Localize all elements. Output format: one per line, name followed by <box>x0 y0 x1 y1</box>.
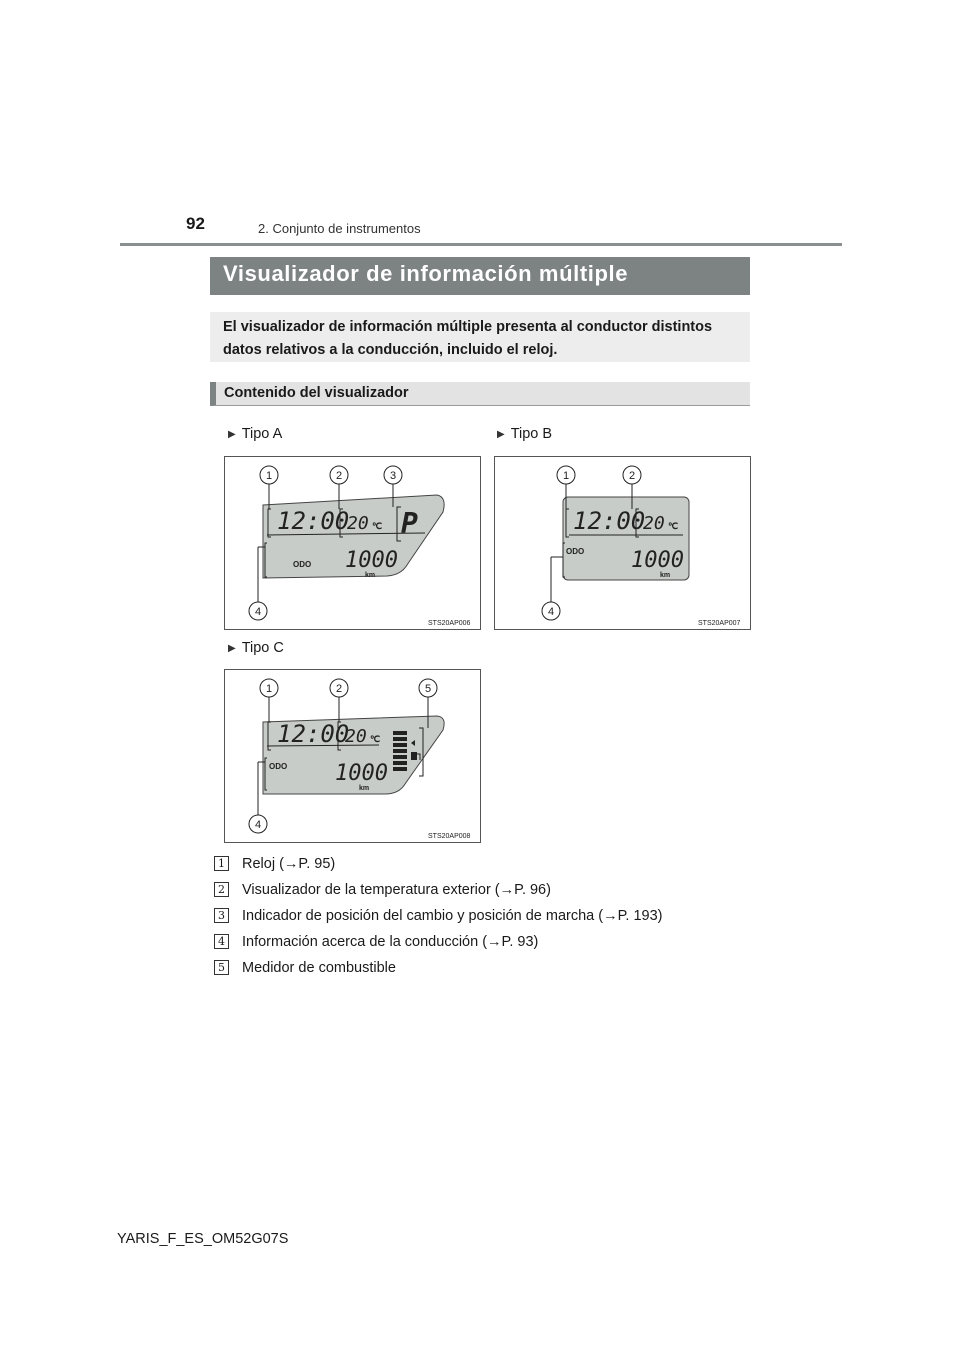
svg-text:4: 4 <box>547 606 555 618</box>
clock-display: 12:00 <box>277 507 350 535</box>
callout-5 <box>419 679 437 697</box>
svg-text:2: 2 <box>628 470 636 482</box>
odometer-value: 1000 <box>631 548 684 573</box>
list-item <box>214 908 662 930</box>
intro-box <box>210 312 750 362</box>
callout-1 <box>557 466 575 484</box>
callout-1 <box>260 679 278 697</box>
figure-code: STS20AP007 <box>698 620 741 627</box>
svg-text:2: 2 <box>335 470 343 482</box>
temperature-unit: ℃ <box>370 734 381 744</box>
fuel-gauge-bars <box>393 731 407 771</box>
list-item <box>214 882 551 904</box>
svg-text:1: 1 <box>265 683 273 695</box>
list-number: 1 <box>214 856 229 871</box>
right-triangle-icon: ▶ <box>497 429 505 440</box>
odo-label: ODO <box>269 762 288 771</box>
list-item-text: Medidor de combustible <box>242 960 396 976</box>
list-number: 5 <box>214 960 229 975</box>
odometer-unit: km <box>660 572 671 579</box>
svg-text:3: 3 <box>389 470 397 482</box>
right-triangle-icon: ▶ <box>228 429 236 440</box>
list-item <box>214 960 396 982</box>
svg-text:1: 1 <box>265 470 273 482</box>
intro-line-1: El visualizador de información múltiple presenta al conductor distintos <box>223 319 713 335</box>
callout-4 <box>249 815 267 833</box>
list-number: 3 <box>214 908 229 923</box>
odo-label: ODO <box>293 560 312 569</box>
type-b-label-text: Tipo B <box>510 426 553 442</box>
figure-type-a <box>224 456 481 630</box>
type-a-label-text: Tipo A <box>241 426 283 442</box>
svg-text:1: 1 <box>562 470 570 482</box>
figure-type-c <box>224 669 481 843</box>
svg-text:5: 5 <box>424 683 432 695</box>
type-b-label <box>497 426 552 442</box>
type-a-label <box>228 426 282 442</box>
callout-2 <box>330 466 348 484</box>
figure-code: STS20AP006 <box>428 620 471 627</box>
list-item-text: Reloj (→P. 95) <box>242 856 336 872</box>
callout-3 <box>384 466 402 484</box>
callout-2 <box>330 679 348 697</box>
document-code: YARIS_F_ES_OM52G07S <box>117 1231 289 1247</box>
odometer-unit: km <box>365 572 376 579</box>
list-number: 4 <box>214 934 229 949</box>
svg-text:2: 2 <box>335 683 343 695</box>
odometer-value: 1000 <box>335 761 388 786</box>
section-subheading: Contenido del visualizador <box>210 382 750 406</box>
list-item-text: Indicador de posición del cambio y posición de marcha (→P. 193) <box>242 908 663 924</box>
header-divider <box>120 243 842 246</box>
section-label: 2. Conjunto de instrumentos <box>258 221 421 236</box>
callout-1 <box>260 466 278 484</box>
odo-label: ODO <box>566 547 585 556</box>
odometer-value: 1000 <box>345 548 398 573</box>
callout-4 <box>249 602 267 620</box>
svg-text:4: 4 <box>254 819 262 831</box>
temperature-display: 20 <box>643 513 665 534</box>
list-item-text: Visualizador de la temperatura exterior (→P. 96) <box>242 882 551 898</box>
gear-position-display: P <box>401 507 418 540</box>
intro-line-2: datos relativos a la conducción, incluido el reloj. <box>223 342 558 358</box>
page-title: Visualizador de información múltiple <box>210 257 750 295</box>
temperature-unit: ℃ <box>372 521 383 531</box>
list-item-text: Información acerca de la conducción (→P. 93) <box>242 934 539 950</box>
page-number: 92 <box>186 214 205 233</box>
list-number: 2 <box>214 882 229 897</box>
temperature-display: 20 <box>347 513 369 534</box>
temperature-unit: ℃ <box>668 521 679 531</box>
callout-4 <box>542 602 560 620</box>
figure-type-b <box>494 456 751 630</box>
type-c-label <box>228 640 284 656</box>
odometer-unit: km <box>359 785 370 792</box>
right-triangle-icon: ▶ <box>228 643 236 654</box>
list-item <box>214 856 335 878</box>
clock-display: 12:00 <box>573 507 646 535</box>
list-item <box>214 934 538 956</box>
callout-2 <box>623 466 641 484</box>
temperature-display: 20 <box>345 726 367 747</box>
figure-code: STS20AP008 <box>428 833 471 840</box>
clock-display: 12:00 <box>277 720 350 748</box>
type-c-label-text: Tipo C <box>241 640 284 656</box>
svg-text:4: 4 <box>254 606 262 618</box>
